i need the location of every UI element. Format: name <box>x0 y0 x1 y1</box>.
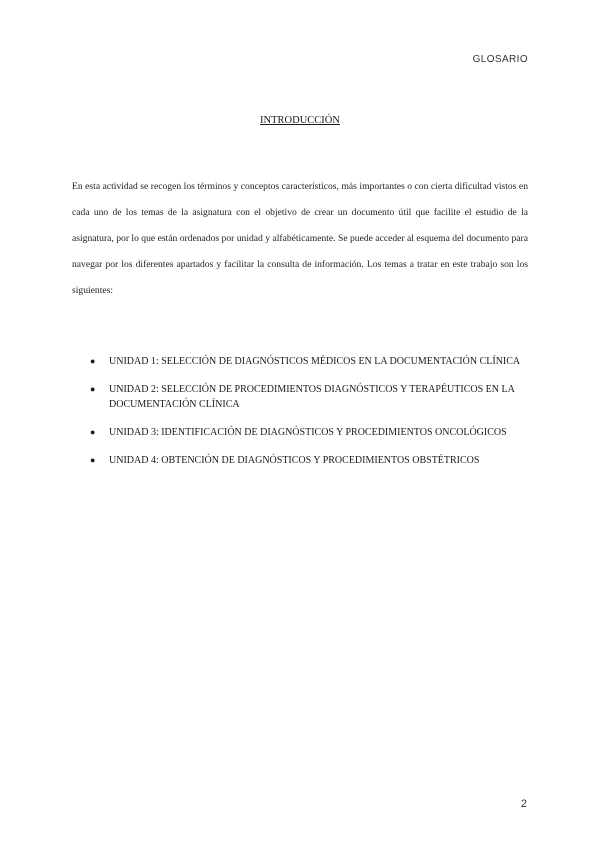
topic-label: UNIDAD 3: IDENTIFICACIÓN DE DIAGNÓSTICOS Y PROCEDIMIENTOS ONCOLÓGICOS <box>109 427 507 438</box>
topic-label: UNIDAD 4: OBTENCIÓN DE DIAGNÓSTICOS Y PROCEDIMIENTOS OBSTÉTRICOS <box>109 455 480 466</box>
bullet-icon: ● <box>90 455 96 465</box>
section-title: INTRODUCCIÓN <box>260 115 340 126</box>
topic-label: UNIDAD 2: SELECCIÓN DE PROCEDIMIENTOS DIAGNÓSTICOS Y TERAPÉUTICOS EN LA DOCUMENTACIÓN CLÍNICA <box>109 384 515 410</box>
bullet-icon: ● <box>90 427 96 437</box>
topic-item-unit-2 <box>0 382 600 412</box>
topic-item-unit-1 <box>0 354 600 369</box>
intro-paragraph: En esta actividad se recogen los términos y conceptos característicos, más importantes o con cierta dificultad vistos en cada uno de los temas de la asignatura con el objetivo de crear un documento útil que facilite el estudio de la asignatura, por lo que están ordenados por unidad y alfabéticamente. Se puede acceder al esquema del documento para navegar por los diferentes apartados y facilitar la consulta de información. Los temas a tratar en este trabajo son los siguientes: <box>72 180 528 296</box>
topic-item-unit-4 <box>0 453 600 468</box>
page-number: 2 <box>520 798 527 810</box>
bullet-icon: ● <box>90 356 96 366</box>
topic-label: UNIDAD 1: SELECCIÓN DE DIAGNÓSTICOS MÉDICOS EN LA DOCUMENTACIÓN CLÍNICA <box>109 356 521 367</box>
running-header: GLOSARIO <box>472 54 528 65</box>
topics-list <box>0 354 600 481</box>
bullet-icon: ● <box>90 384 96 394</box>
topic-item-unit-3 <box>0 425 600 440</box>
